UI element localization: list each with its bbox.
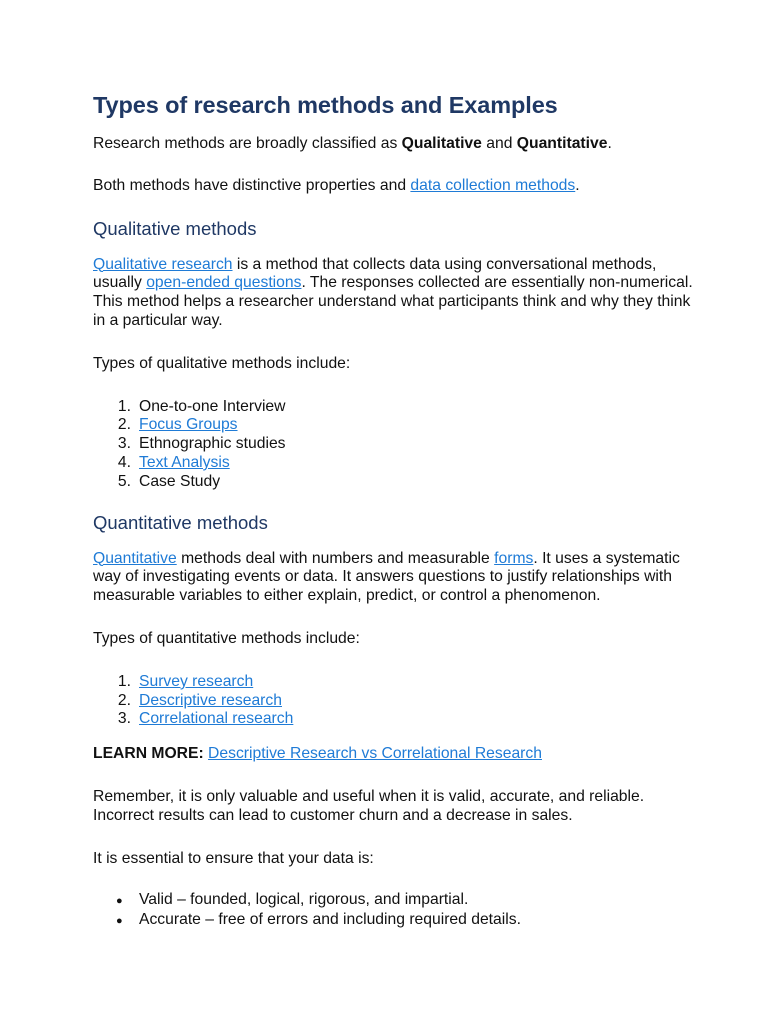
quantitative-term: Quantitative [516, 135, 608, 152]
qualitative-methods-list [93, 398, 693, 492]
quantitative-text-2: . It uses a systematic way of investigating events or data. It answers questions to justify relationships with measurable variables to either explain, predict, or control a phenomenon. [93, 549, 680, 605]
period-text: . [607, 135, 612, 152]
qualitative-method-item [93, 416, 693, 435]
data-quality-list [93, 891, 693, 931]
list-number: 4. [117, 453, 131, 471]
qualitative-method-item [93, 398, 693, 417]
qualitative-heading: Qualitative methods [93, 217, 257, 239]
open-ended-questions-link[interactable]: open-ended questions [146, 274, 302, 292]
list-item-text-wrap [139, 473, 693, 492]
list-number: 3. [117, 435, 131, 453]
qualitative-term: Qualitative [401, 135, 482, 152]
and-text: and [481, 135, 517, 152]
learn-more-line [93, 745, 693, 764]
list-number: 2. [117, 416, 131, 434]
list-item-text-wrap [139, 692, 693, 711]
both-methods-paragraph [93, 177, 693, 196]
qualitative-text-2: . The responses collected are essentially non-numerical. This method helps a researcher understand what participants think and why they think in a particular way. [93, 274, 693, 329]
list-item-text-wrap [139, 398, 693, 417]
qualitative-research-link[interactable]: Qualitative research [93, 255, 233, 273]
list-number: 2. [117, 691, 131, 709]
qualitative-text-1: is a method that collects data using conversational methods, usually [93, 255, 657, 292]
data-collection-methods-link[interactable]: data collection methods [410, 176, 576, 194]
quantitative-types-intro: Types of quantitative methods include: [93, 629, 360, 647]
list-item-label: One-to-one Interview [139, 397, 286, 415]
forms-link[interactable]: forms [494, 549, 534, 567]
both-text: Both methods have distinctive properties and [93, 176, 411, 194]
qualitative-method-item [93, 454, 693, 473]
quantitative-method-item [93, 710, 693, 729]
list-item-text-wrap [139, 710, 693, 729]
quantitative-paragraph [93, 550, 693, 606]
remember-paragraph: Remember, it is only valuable and useful when it is valid, accurate, and reliable. Incorrect results can lead to customer churn and a decrease in sales. [93, 787, 645, 824]
bullet-label: Accurate – free of errors and including required details. [139, 911, 521, 929]
list-item-link[interactable]: Descriptive research [139, 691, 282, 709]
bullet-icon: ● [116, 915, 123, 928]
list-number: 1. [117, 672, 131, 690]
intro-text: Research methods are broadly classified as [93, 135, 402, 152]
list-item-text-wrap [139, 454, 693, 473]
list-number: 3. [117, 710, 131, 728]
quantitative-method-item [93, 673, 693, 692]
list-item-label: Case Study [139, 472, 221, 490]
qualitative-method-item [93, 435, 693, 454]
qualitative-paragraph [93, 256, 693, 331]
document-content [93, 88, 693, 931]
list-number: 5. [117, 472, 131, 490]
list-item-label: Ethnographic studies [139, 435, 286, 453]
list-item-link[interactable]: Correlational research [139, 710, 294, 728]
list-item-text-wrap [139, 673, 693, 692]
intro-paragraph [93, 135, 693, 154]
list-item-link[interactable]: Text Analysis [139, 453, 230, 471]
bullet-label: Valid – founded, logical, rigorous, and impartial. [139, 891, 469, 909]
bullet-icon: ● [116, 895, 123, 908]
page-title: Types of research methods and Examples [93, 92, 558, 118]
quantitative-method-item [93, 692, 693, 711]
bullet-item [93, 911, 693, 931]
ensure-paragraph: It is essential to ensure that your data is: [93, 849, 374, 867]
both-suffix: . [575, 176, 580, 194]
quantitative-heading: Quantitative methods [93, 511, 268, 533]
list-item-link[interactable]: Survey research [139, 672, 254, 690]
quantitative-text-1: methods deal with numbers and measurable [176, 549, 495, 567]
list-item-text-wrap [139, 435, 693, 454]
list-item-text-wrap [139, 416, 693, 435]
quantitative-link[interactable]: Quantitative [93, 549, 177, 567]
learn-more-label: LEARN MORE: [93, 745, 204, 763]
bullet-item [93, 891, 693, 911]
qualitative-types-intro: Types of qualitative methods include: [93, 354, 351, 372]
quantitative-methods-list [93, 673, 693, 729]
learn-more-link[interactable]: Descriptive Research vs Correlational Research [208, 745, 542, 763]
list-number: 1. [117, 397, 131, 415]
qualitative-method-item [93, 473, 693, 492]
list-item-link[interactable]: Focus Groups [139, 416, 238, 434]
